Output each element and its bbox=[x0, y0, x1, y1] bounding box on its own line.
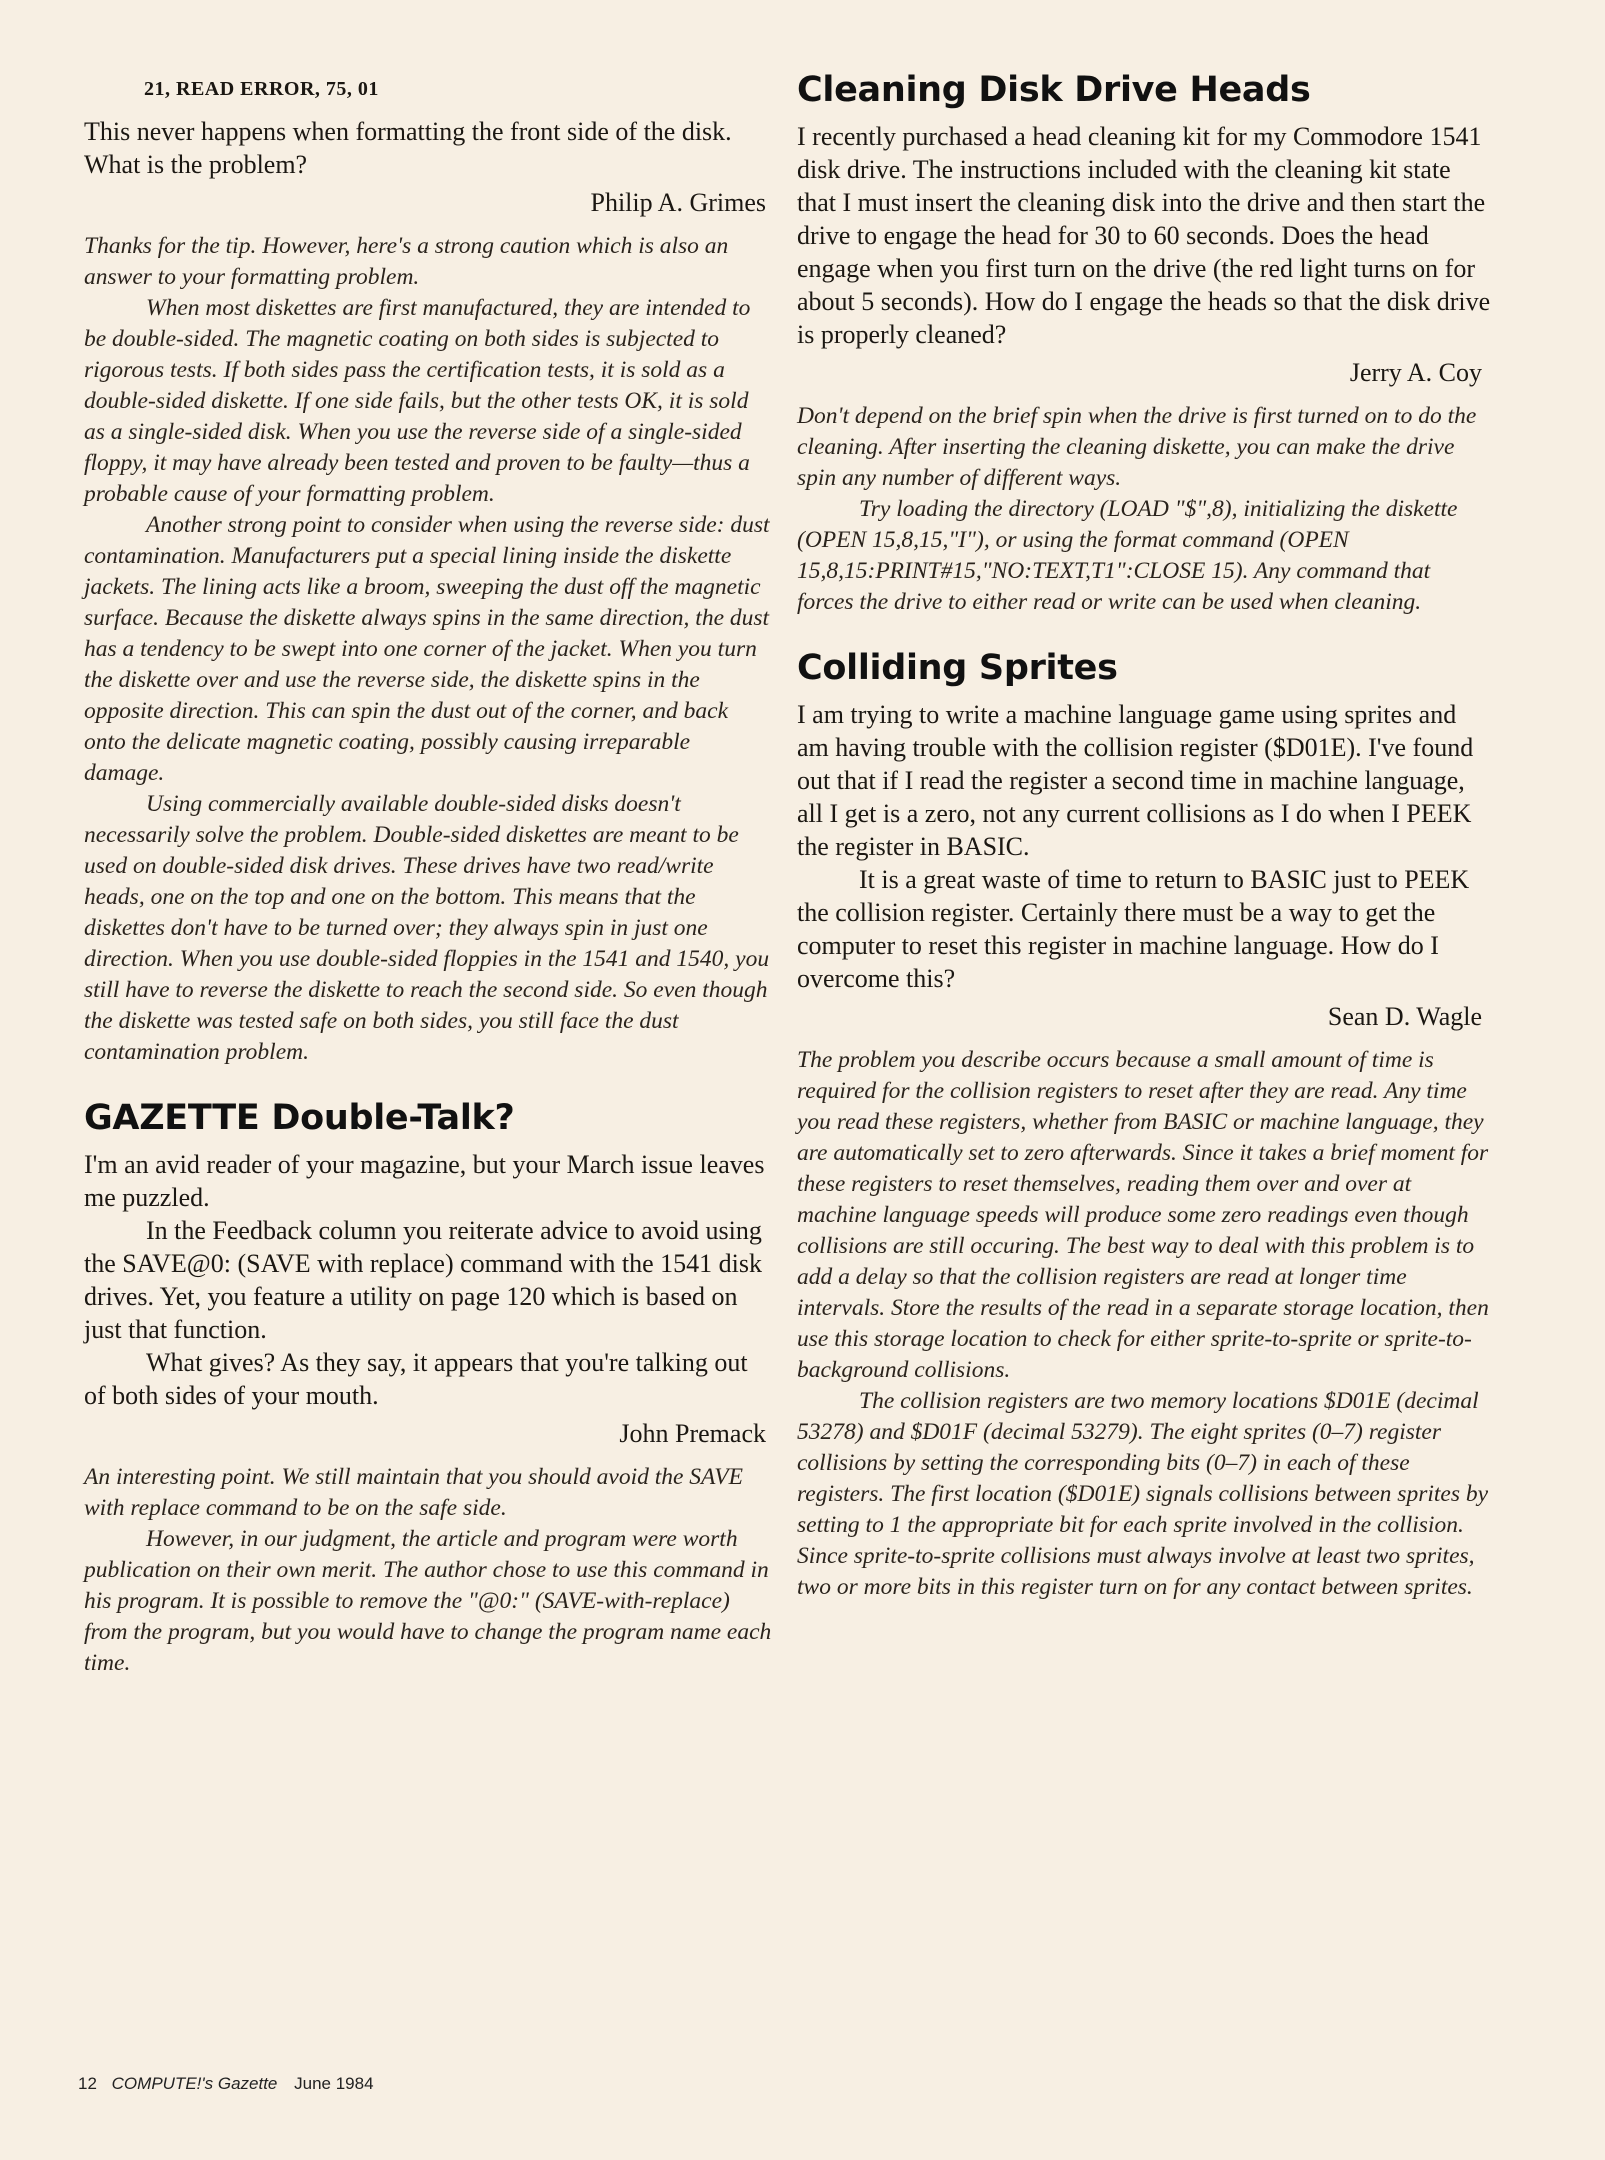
editor-reply: Using commercially available double-sided disks doesn't necessarily solve the problem. Double-sided diskettes are meant to be used on double-sided disk drives. These drives have two read/write heads, one on the top and one on the bottom. This means that the diskettes don't have to be turned over; they always spin in just one direction. When you use double-sided floppies in the 1541 and 1540, you still have to reverse the diskette to reach the second side. So even though the diskette was tested safe on both sides, you still face the dust contamination problem. bbox=[84, 791, 770, 1065]
letter-text: I'm an avid reader of your magazine, but your March issue leaves me puzzled. bbox=[84, 1150, 765, 1212]
letter-text: I recently purchased a head cleaning kit for my Commodore 1541 disk drive. The instructions included with the cleaning kit state that I must insert the cleaning disk into the drive and then start the drive to engage the head for 30 to 60 seconds. Does the head engage when you first turn on the drive (the red light turns on for about 5 seconds). How do I engage the heads so that the disk drive is properly cleaned? bbox=[797, 122, 1491, 349]
editor-reply: When most diskettes are first manufactured, they are intended to be double-sided. The magnetic coating on both sides is subjected to rigorous tests. If both sides pass the certification tests, it is sold as a double-sided diskette. If one side fails, but the other tests OK, it is sold as a single-sided disk. When you use the reverse side of a single-sided floppy, it may have already been tested and proven to be faulty—thus a probable cause of your formatting problem. bbox=[84, 295, 751, 507]
section-heading-sprites: Colliding Sprites bbox=[797, 648, 1118, 688]
letter-signature: Jerry A. Coy bbox=[1349, 358, 1482, 387]
issue-date: June 1984 bbox=[294, 2074, 374, 2093]
editor-reply: However, in our judgment, the article and program were worth publication on their own merit. The author chose to use this command in his program. It is possible to remove the "@0:" (SAVE-with-replace) from the program, but you would have to change the program name each time. bbox=[84, 1526, 772, 1676]
editor-reply: The problem you describe occurs because a small amount of time is required for the collision registers to reset after they are read. Any time you read these registers, whether from BASIC or machine language, they are automatically set to zero afterwards. Since it takes a brief moment for these registers to reset themselves, reading them over and over at machine language speeds will produce some zero readings even though collisions are still occuring. The best way to deal with this problem is to add a delay so that the collision registers are read at longer time intervals. Store the results of the read in a separate storage location, then use this storage location to check for either sprite-to-sprite or sprite-to-background collisions. bbox=[797, 1047, 1489, 1383]
editor-reply: Another strong point to consider when using the reverse side: dust contamination. Manufacturers put a special lining inside the diskette jackets. The lining acts like a broom, sweeping the dust off the magnetic surface. Because the diskette always spins in the same direction, the dust has a tendency to be swept into one corner of the jacket. When you turn the diskette over and use the reverse side, the diskette spins in the opposite direction. This can spin the dust out of the corner, and back onto the delicate magnetic coating, possibly causing irreparable damage. bbox=[84, 512, 770, 786]
letter-text: This never happens when formatting the front side of the disk. What is the problem? bbox=[84, 117, 732, 179]
letter-signature: Sean D. Wagle bbox=[1327, 1002, 1482, 1031]
letter-text: What gives? As they say, it appears that you're talking out of both sides of your mouth. bbox=[84, 1348, 748, 1410]
editor-reply: Don't depend on the brief spin when the drive is first turned on to do the cleaning. After inserting the cleaning diskette, you can make the drive spin any number of different ways. bbox=[797, 403, 1477, 491]
right-column bbox=[797, 70, 1492, 1603]
editor-reply: The collision registers are two memory locations $D01E (decimal 53278) and $D01F (decimal 53279). The eight sprites (0–7) register collisions by setting the corresponding bits (0–7) in each of these registers. The first location ($D01E) signals collisions between sprites by setting to 1 the appropriate bit for each sprite involved in the collision. Since sprite-to-sprite collisions must always involve at least two sprites, two or more bits in this register turn on for any contact between sprites. bbox=[797, 1388, 1489, 1600]
section-heading-double-talk: GAZETTE Double-Talk? bbox=[84, 1098, 515, 1138]
error-code-line: 21, READ ERROR, 75, 01 bbox=[144, 78, 379, 100]
editor-reply: Thanks for the tip. However, here's a strong caution which is also an answer to your formatting problem. bbox=[84, 233, 729, 290]
letter-text: It is a great waste of time to return to BASIC just to PEEK the collision register. Certainly there must be a way to get the computer to reset this register in machine language. How do I overcome this? bbox=[797, 865, 1470, 993]
page-number: 12 bbox=[78, 2074, 97, 2093]
section-heading-cleaning: Cleaning Disk Drive Heads bbox=[797, 70, 1311, 110]
letter-signature: Philip A. Grimes bbox=[590, 188, 766, 217]
letter-text: In the Feedback column you reiterate advice to avoid using the SAVE@0: (SAVE with replace) command with the 1541 disk drives. Yet, you feature a utility on page 120 which is based on just that function. bbox=[84, 1216, 762, 1344]
editor-reply: An interesting point. We still maintain that you should avoid the SAVE with replace command to be on the safe side. bbox=[84, 1464, 743, 1521]
left-column bbox=[84, 78, 774, 1679]
letter-signature: John Premack bbox=[619, 1419, 766, 1448]
editor-reply: Try loading the directory (LOAD "$",8), initializing the diskette (OPEN 15,8,15,"I"), or using the format command (OPEN 15,8,15:PRINT#15,"NO:TEXT,T1":CLOSE 15). Any command that forces the drive to either read or write can be used when cleaning. bbox=[797, 496, 1458, 615]
publication-name: COMPUTE!'s Gazette bbox=[111, 2074, 278, 2093]
letter-text: I am trying to write a machine language game using sprites and am having trouble with the collision register ($D01E). I've found out that if I read the register a second time in machine language, all I get is a zero, not any current collisions as I do when I PEEK the register in BASIC. bbox=[797, 700, 1474, 861]
page-footer bbox=[78, 2074, 374, 2094]
